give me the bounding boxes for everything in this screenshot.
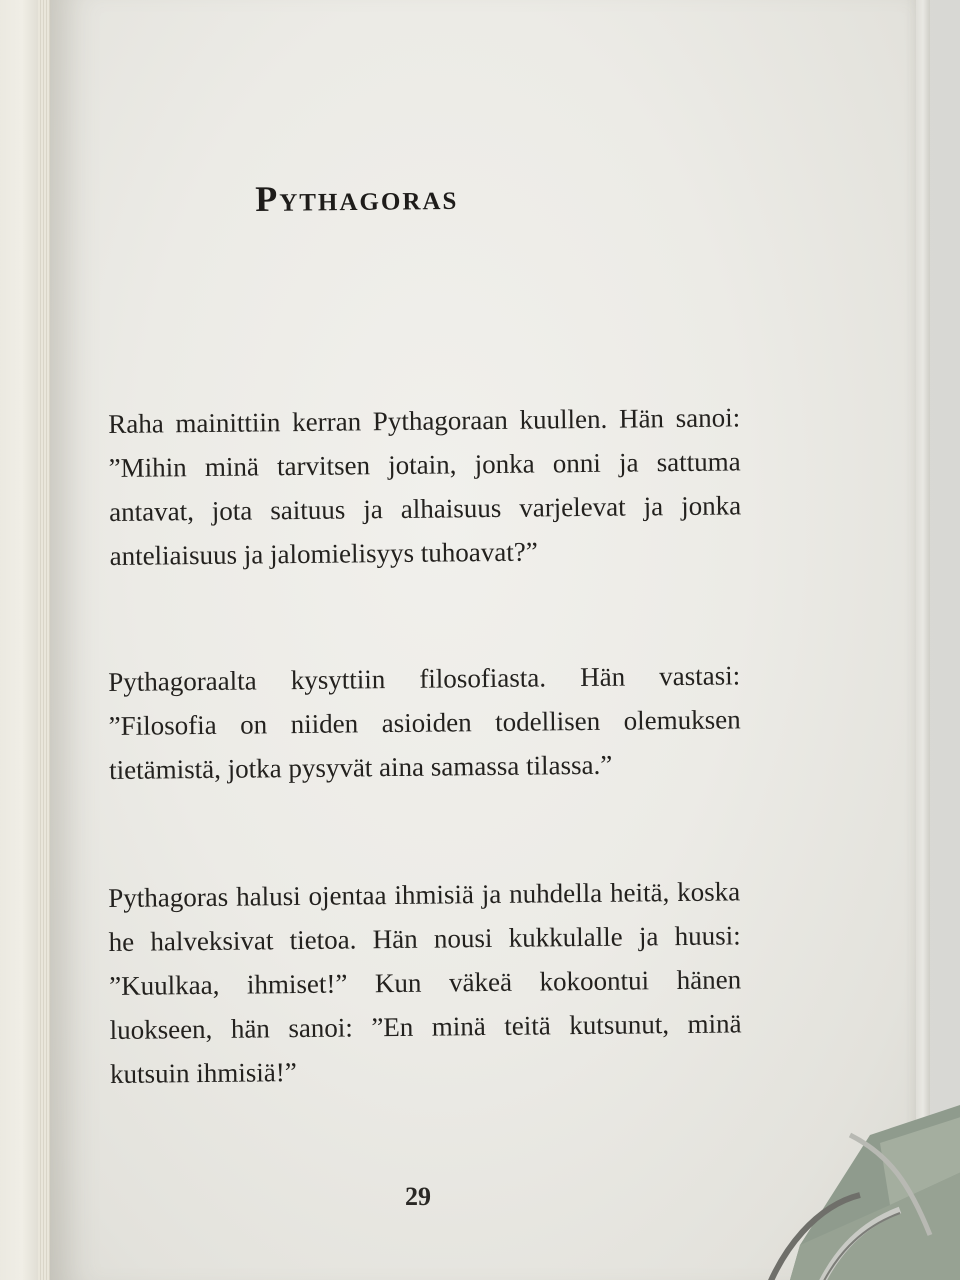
paragraph-1: Raha mainittiin kerran Pythagoraan kuullen. Hän sanoi: ”Mihin minä tarvitsen jotain, jonka onni ja sattuma antavat, jota saituus ja alhaisuus varjelevat ja jonka anteliaisuus ja jalomielisyys tuhoavat?”: [108, 402, 742, 571]
right-page-edge: [916, 0, 930, 1280]
paragraph-2: Pythagoraalta kysyttiin filosofiasta. Hän vastasi: ”Filosofia on niiden asioiden todellisen olemuksen tietämistä, jotka pysyvät aina samassa tilassa.”: [108, 660, 741, 785]
paragraph-3: Pythagoras halusi ojentaa ihmisiä ja nuhdella heitä, koska he halveksivat tietoa. Hän nousi kukkulalle ja huusi: ”Kuulkaa, ihmiset!” Kun väkeä kokoontui hänen luokseen, hän sanoi: ”En minä teitä kutsunut, minä kutsuin ihmisiä!”: [108, 876, 742, 1089]
page-title: Pythagoras: [255, 176, 459, 219]
page-number: 29: [405, 1182, 431, 1211]
binder-clip-icon: [740, 1095, 960, 1280]
